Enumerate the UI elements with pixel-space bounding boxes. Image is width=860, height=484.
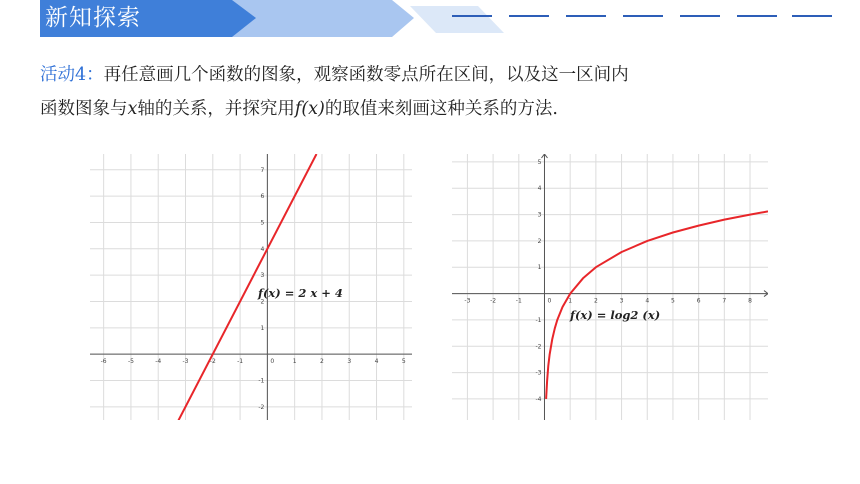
y-tick-label: -1 bbox=[258, 377, 265, 385]
y-tick-label: 5 bbox=[537, 158, 542, 166]
y-tick-label: -2 bbox=[258, 403, 265, 411]
dash-segment bbox=[509, 15, 549, 17]
x-tick-label: 2 bbox=[593, 297, 598, 305]
x-tick-label: 3 bbox=[619, 297, 624, 305]
y-tick-label: 1 bbox=[260, 324, 265, 332]
y-tick-label: -1 bbox=[535, 316, 542, 324]
linear-function-graph bbox=[90, 154, 412, 420]
section-title: 新知探索 bbox=[45, 5, 141, 31]
dash-segment bbox=[792, 15, 832, 17]
x-tick-label: -6 bbox=[100, 358, 107, 366]
activity-prompt bbox=[40, 58, 830, 126]
activity-label: 活动4： bbox=[40, 65, 104, 85]
x-tick-label: 7 bbox=[722, 297, 727, 305]
activity-line-1 bbox=[40, 58, 830, 92]
y-tick-label: 7 bbox=[260, 166, 265, 174]
y-tick-label: 6 bbox=[260, 193, 265, 201]
activity-text-2a: 函数图象与 bbox=[40, 99, 128, 119]
y-tick-label: 3 bbox=[260, 272, 265, 280]
x-tick-label: 4 bbox=[374, 358, 379, 366]
x-tick-label: 5 bbox=[401, 358, 406, 366]
function-curve bbox=[546, 211, 768, 399]
x-tick-label: 8 bbox=[748, 297, 752, 305]
y-tick-label: 2 bbox=[537, 237, 542, 245]
x-tick-label: 2 bbox=[320, 358, 324, 366]
x-tick-label: -1 bbox=[515, 297, 522, 305]
activity-text-2c: 的取值来刻画这种关系的方法. bbox=[324, 99, 558, 119]
linear-function-label: f(x) = 2 x + 4 bbox=[258, 286, 343, 300]
dash-segment bbox=[680, 15, 720, 17]
x-tick-label: -2 bbox=[490, 297, 497, 305]
x-tick-label: 1 bbox=[568, 297, 573, 305]
x-tick-label: 5 bbox=[671, 297, 675, 305]
x-tick-label: -4 bbox=[155, 358, 162, 366]
y-tick-label: 3 bbox=[537, 211, 542, 219]
log-function-graph bbox=[452, 154, 768, 420]
y-tick-label: -4 bbox=[535, 395, 542, 403]
x-tick-label: 4 bbox=[645, 297, 650, 305]
x-tick-label: 3 bbox=[347, 358, 352, 366]
x-tick-label: -2 bbox=[209, 358, 216, 366]
dash-segment bbox=[452, 15, 492, 17]
dash-segment bbox=[623, 15, 663, 17]
x-tick-label: 1 bbox=[292, 358, 297, 366]
activity-text-1: 再任意画几个函数的图象，观察函数零点所在区间，以及这一区间内 bbox=[103, 65, 629, 85]
log-function-label: f(x) = log2 (x) bbox=[570, 308, 661, 322]
log-graph-canvas bbox=[452, 154, 768, 420]
x-tick-label: 0 bbox=[547, 297, 552, 305]
x-tick-label: -3 bbox=[182, 358, 189, 366]
y-tick-label: -2 bbox=[535, 343, 542, 351]
x-tick-label: -1 bbox=[237, 358, 244, 366]
y-tick-label: 2 bbox=[260, 298, 265, 306]
dash-segment bbox=[737, 15, 777, 17]
section-header-banner bbox=[0, 0, 860, 40]
activity-func-fx: f(x) bbox=[294, 99, 325, 119]
dash-divider bbox=[452, 15, 832, 19]
x-tick-label: -5 bbox=[127, 358, 134, 366]
x-tick-label: 0 bbox=[270, 358, 275, 366]
y-tick-label: 4 bbox=[537, 185, 542, 193]
y-tick-label: 4 bbox=[260, 245, 265, 253]
activity-line-2 bbox=[40, 92, 830, 126]
linear-graph-canvas bbox=[90, 154, 412, 420]
y-tick-label: 5 bbox=[260, 219, 265, 227]
dash-segment bbox=[566, 15, 606, 17]
activity-text-2b: 轴的关系，并探究用 bbox=[137, 99, 295, 119]
x-tick-label: -3 bbox=[464, 297, 471, 305]
activity-var-x: x bbox=[127, 99, 138, 119]
y-tick-label: 1 bbox=[537, 264, 542, 272]
y-tick-label: -3 bbox=[535, 369, 542, 377]
x-tick-label: 6 bbox=[696, 297, 701, 305]
